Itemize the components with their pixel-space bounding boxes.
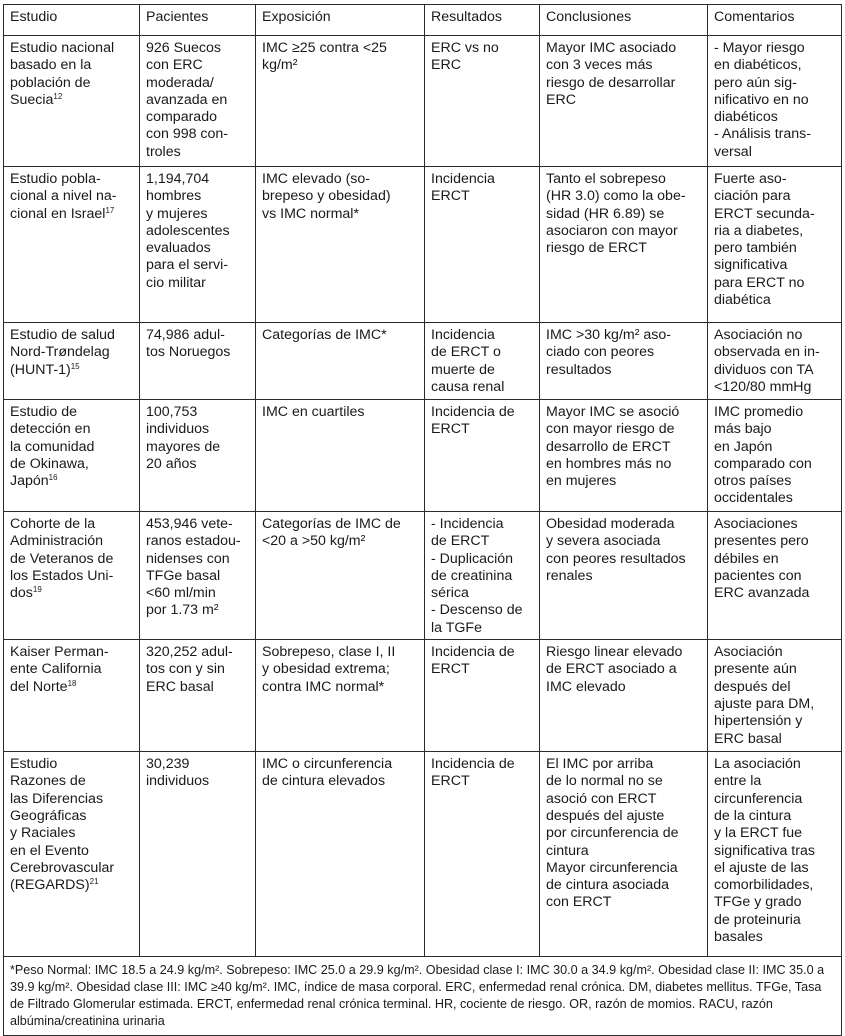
table-row [4,167,842,323]
study-cell [4,323,140,400]
study-cell [4,36,140,167]
comments-cell: - Mayor riesgo en diabéticos, pero aún sig- nificativo en no diabéticos - Análisis trans- versal [708,36,842,167]
patients-cell: 30,239 individuos [140,752,256,957]
exposure-cell: Categorías de IMC de <20 a >50 kg/m² [256,512,425,640]
header-pacientes: Pacientes [140,5,256,36]
comments-cell: Asociaciones presentes pero débiles en pacientes con ERC avanzada [708,512,842,640]
patients-cell: 1,194,704 hombres y mujeres adolescentes evaluados para el servi- cio militar [140,167,256,323]
patients-cell: 74,986 adul- tos Noruegos [140,323,256,400]
header-exposicion: Exposición [256,5,425,36]
exposure-cell: Categorías de IMC* [256,323,425,400]
conclusions-cell: Tanto el sobrepeso (HR 3.0) como la obe- sidad (HR 6.89) se asociaron con mayor riesgo de ERCT [540,167,708,323]
table-row [4,640,842,752]
exposure-cell: Sobrepeso, clase I, II y obesidad extrema; contra IMC normal* [256,640,425,752]
exposure-cell: IMC o circunferencia de cintura elevados [256,752,425,957]
table-row [4,36,842,167]
header-estudio: Estudio [4,5,140,36]
results-cell: Incidencia de ERCT [425,752,540,957]
study-name: Kaiser Perman- ente California del Norte [10,644,109,695]
comments-cell: Fuerte aso- ciación para ERCT secunda- ria a diabetes, pero también significativa para ERCT no diabética [708,167,842,323]
results-cell: Incidencia de ERCT o muerte de causa renal [425,323,540,400]
reference-number: 21 [89,877,99,887]
conclusions-cell: IMC >30 kg/m² aso- ciado con peores resultados [540,323,708,400]
studies-table [3,4,842,1036]
study-name: Estudio nacional basado en la población de Suecia [10,40,115,108]
conclusions-cell: El IMC por arriba de lo normal no se asoció con ERCT después del ajuste por circunferencia de cintura Mayor circunferencia de cintura asociada con ERCT [540,752,708,957]
exposure-cell: IMC ≥25 contra <25 kg/m² [256,36,425,167]
study-cell [4,167,140,323]
reference-number: 18 [67,678,77,688]
footnote: *Peso Normal: IMC 18.5 a 24.9 kg/m². Sobrepeso: IMC 25.0 a 29.9 kg/m². Obesidad clase I: IMC 30.0 a 34.9 kg/m². Obesidad clase II: IMC 35.0 a 39.9 kg/m². Obesidad clase III: IMC ≥40 kg/m². IMC, índice de masa corporal. ERC, enfermedad renal crónica. DM, diabetes mellitus. TFGe, Tasa de Filtrado Glomerular estimada. ERCT, enfermedad renal crónica terminal. HR, cociente de riesgo. OR, razón de momios. RACU, razón albúmina/creatinina urinaria [4,957,842,1036]
exposure-cell: IMC en cuartiles [256,400,425,512]
conclusions-cell: Riesgo linear elevado de ERCT asociado a IMC elevado [540,640,708,752]
study-name: Estudio pobla- cional a nivel na- cional en Israel [10,171,117,222]
comments-cell: Asociación presente aún después del ajuste para DM, hipertensión y ERC basal [708,640,842,752]
patients-cell: 320,252 adul- tos con y sin ERC basal [140,640,256,752]
reference-number: 12 [53,91,63,101]
footnote-row [4,957,842,1036]
results-cell: - Incidencia de ERCT - Duplicación de creatinina sérica - Descenso de la TGFe [425,512,540,640]
study-name: Cohorte de la Administración de Veteranos de los Estados Uni- dos [10,516,114,602]
patients-cell: 100,753 individuos mayores de 20 años [140,400,256,512]
study-name: Estudio Razones de las Diferencias Geográficas y Raciales en el Evento Cerebrovascular (REGARDS) [10,756,115,894]
conclusions-cell: Mayor IMC asociado con 3 veces más riesgo de desarrollar ERC [540,36,708,167]
results-cell: Incidencia ERCT [425,167,540,323]
comments-cell: IMC promedio más bajo en Japón comparado con otros países occidentales [708,400,842,512]
reference-number: 15 [70,361,80,371]
reference-number: 17 [105,205,115,215]
patients-cell: 926 Suecos con ERC moderada/ avanzada en comparado con 998 con- troles [140,36,256,167]
study-name: Estudio de salud Nord-Trøndelag (HUNT-1) [10,327,115,378]
conclusions-cell: Obesidad moderada y severa asociada con peores resultados renales [540,512,708,640]
results-cell: ERC vs no ERC [425,36,540,167]
table-row [4,752,842,957]
comments-cell: La asociación entre la circunferencia de la cintura y la ERCT fue significativa tras el ajuste de las comorbilidades, TFGe y grado de proteinuria basales [708,752,842,957]
study-cell [4,512,140,640]
table-row [4,323,842,400]
conclusions-cell: Mayor IMC se asoció con mayor riesgo de desarrollo de ERCT en hombres más no en mujeres [540,400,708,512]
header-resultados: Resultados [425,5,540,36]
study-name: Estudio de detección en la comunidad de Okinawa, Japón [10,404,95,490]
reference-number: 16 [48,473,58,483]
header-row [4,5,842,36]
study-cell [4,400,140,512]
header-conclusiones: Conclusiones [540,5,708,36]
study-cell [4,752,140,957]
study-cell [4,640,140,752]
exposure-cell: IMC elevado (so- brepeso y obesidad) vs IMC normal* [256,167,425,323]
table-row [4,400,842,512]
comments-cell: Asociación no observada en in- dividuos con TA <120/80 mmHg [708,323,842,400]
reference-number: 19 [32,585,42,595]
header-comentarios: Comentarios [708,5,842,36]
results-cell: Incidencia de ERCT [425,400,540,512]
results-cell: Incidencia de ERCT [425,640,540,752]
patients-cell: 453,946 vete- ranos estadou- nidenses con TFGe basal <60 ml/min por 1.73 m² [140,512,256,640]
table-row [4,512,842,640]
